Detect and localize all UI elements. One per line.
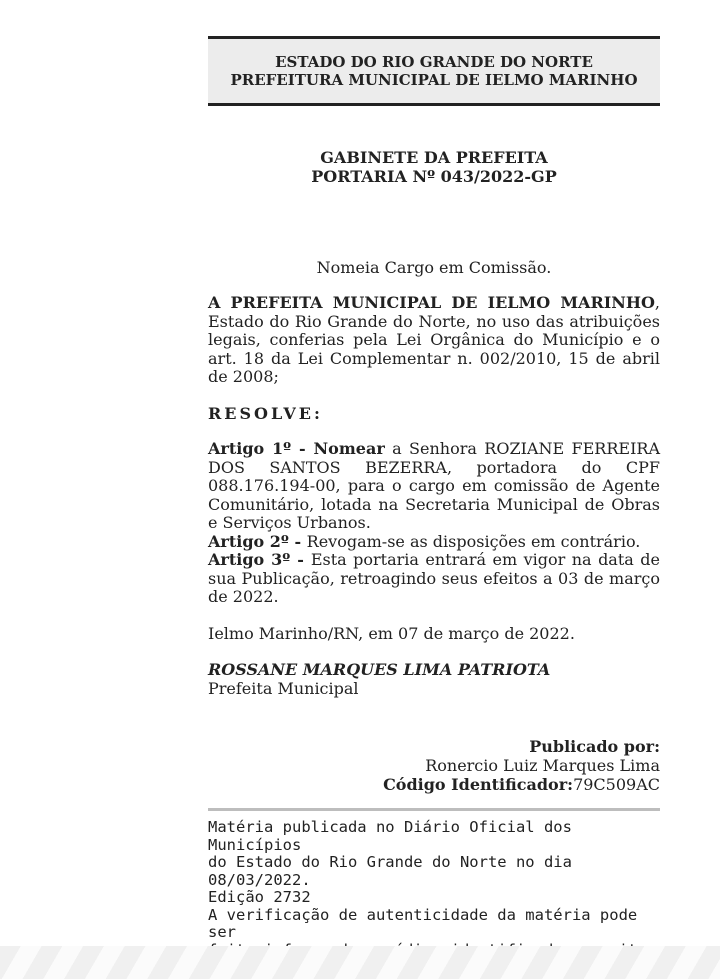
footer-line-1: Matéria publicada no Diário Oficial dos Municípios [208,818,572,854]
signatory-name: ROSSANE MARQUES LIMA PATRIOTA [208,660,551,679]
article-2-label: Artigo 2º - [208,531,307,551]
page-bottom-edge [0,946,720,979]
article-3-text: Esta portaria entrará em vigor na data de sua Publicação, retroagindo seus efeitos a 03 de março de 2022. [208,550,661,606]
publisher-name: Ronercio Luiz Marques Lima [425,756,660,775]
signature-block [208,661,660,698]
title-ordinance-number: PORTARIA Nº 043/2022-GP [311,167,557,186]
document-page [208,36,660,977]
identifier-code-value: 79C509AC [573,775,660,794]
document-subject: Nomeia Cargo em Comissão. [316,258,552,277]
identifier-code-line [208,775,660,794]
footer-divider [208,808,660,811]
publisher-block [208,737,660,794]
preamble-paragraph [208,294,660,387]
footer-edition: Edição 2732 [208,888,311,906]
preamble-text: , Estado do Rio Grande do Norte, no uso das atribuições legais, conferias pela Lei Orgânica do Município e o art. 18 da Lei Complementar n. 002/2010, 15 de abril de 2008; [208,293,660,386]
article-1-text: a Senhora ROZIANE FERREIRA DOS SANTOS BEZERRA, portadora do CPF 088.176.194-00, para o cargo em comissão de Agente Comunitário, lotada na Secretaria Municipal de Obras e Serviços Urbanos. [208,439,660,532]
publisher-label: Publicado por: [529,737,660,756]
article-3-label: Artigo 3º - [208,550,311,569]
articles-list [208,440,660,607]
title-office: GABINETE DA PREFEITA [320,148,548,167]
article-1-verb: Nomear [313,439,385,458]
article-2-text: Revogam-se as disposições em contrário. [306,531,641,551]
resolve-heading: RESOLVE: [208,403,323,423]
identifier-code-label: Código Identificador: [383,775,574,794]
article-1 [208,440,660,533]
article-2 [208,533,660,552]
document-title [208,148,660,186]
header-municipality: PREFEITURA MUNICIPAL DE IELMO MARINHO [230,71,638,89]
footer-line-4: A verificação de autenticidade da matéria pode ser [208,905,638,941]
article-3 [208,551,660,607]
preamble-authority: A PREFEITA MUNICIPAL DE IELMO MARINHO [208,293,655,312]
footer-line-2: do Estado do Rio Grande do Norte no dia 08/03/2022. [208,853,572,889]
place-date: Ielmo Marinho/RN, em 07 de março de 2022. [208,623,575,643]
article-1-label: Artigo 1º - [208,439,314,458]
signatory-role: Prefeita Municipal [208,678,359,698]
header-state: ESTADO DO RIO GRANDE DO NORTE [275,53,593,71]
document-header [208,36,660,106]
